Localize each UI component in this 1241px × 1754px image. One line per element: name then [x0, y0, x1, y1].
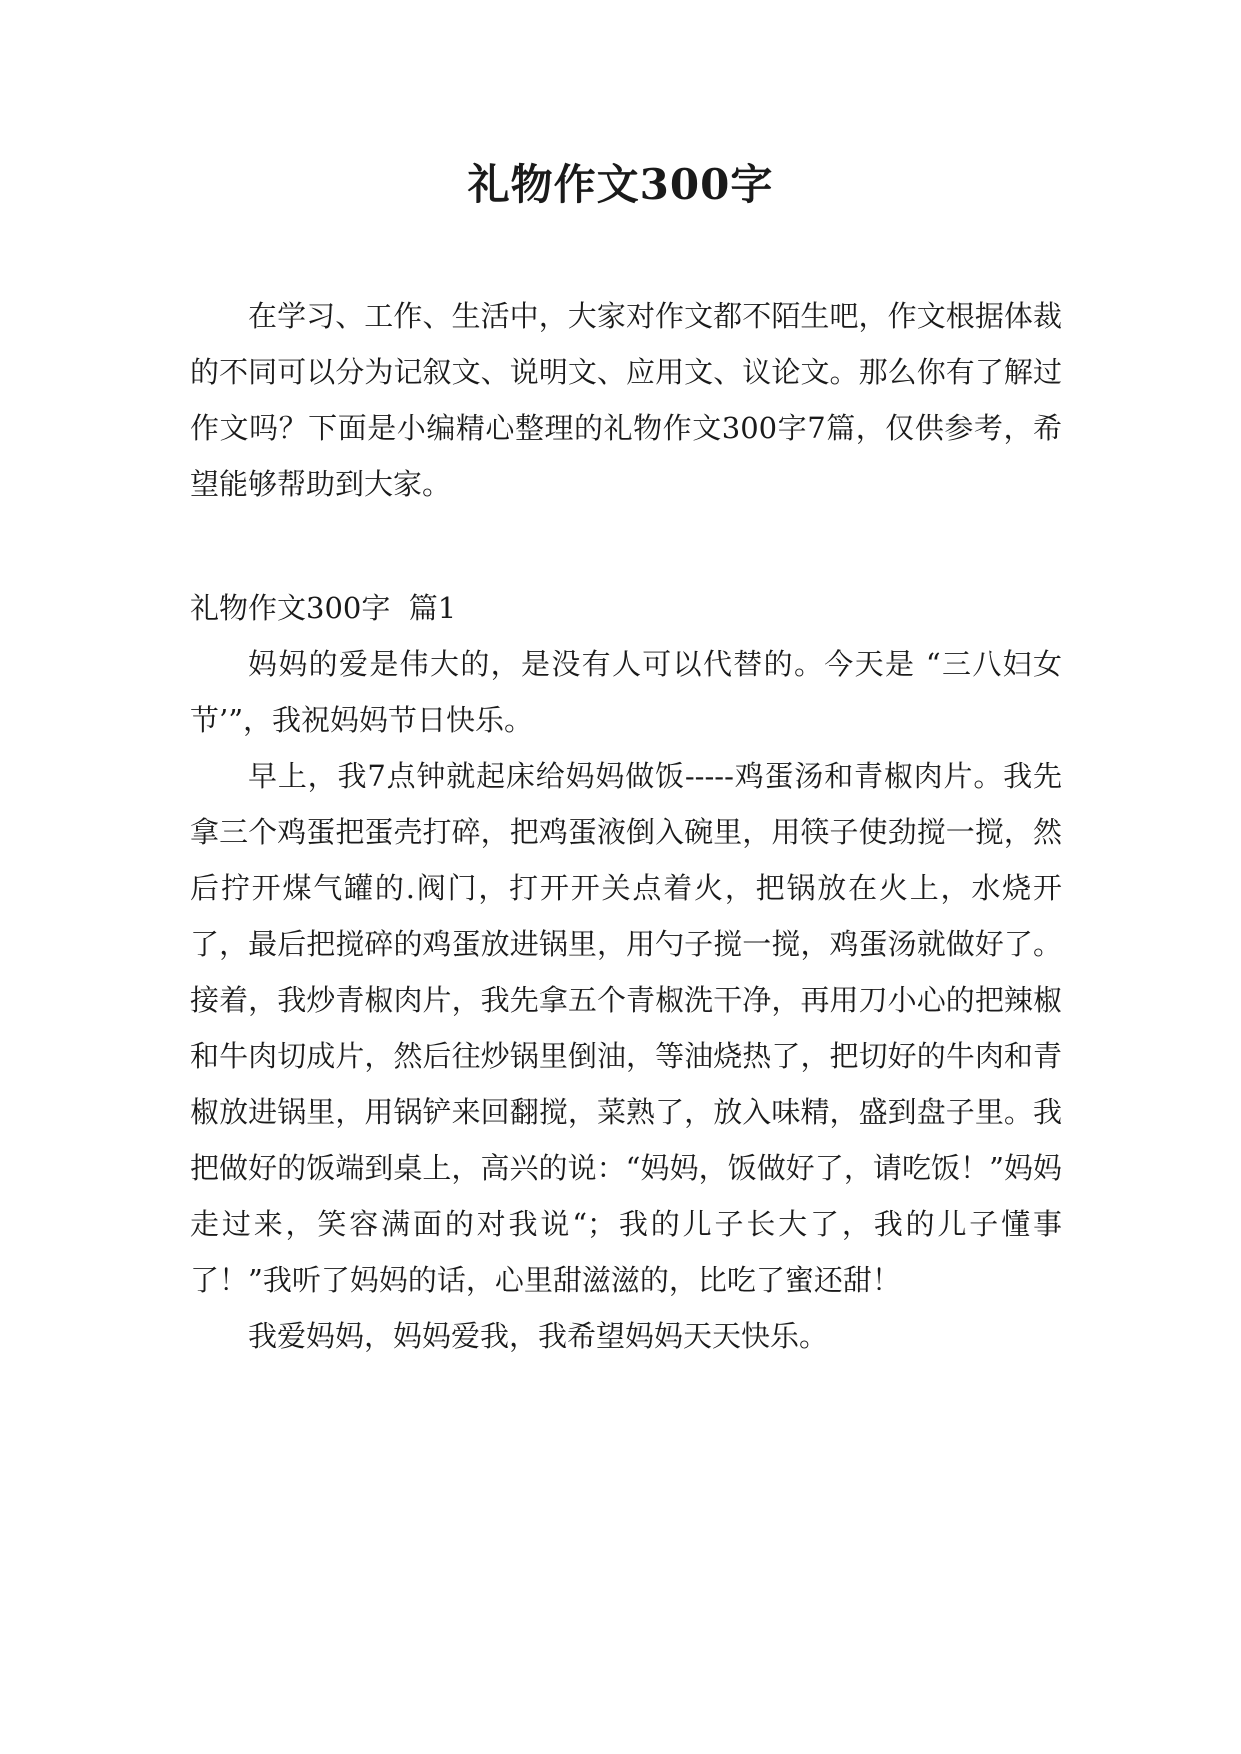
essay-section	[190, 580, 1062, 1364]
essay-paragraph: 妈妈的爱是伟大的，是没有人可以代替的。今天是 “三八妇女节’”，我祝妈妈节日快乐。	[190, 647, 1062, 737]
essay-paragraph: 早上，我7点钟就起床给妈妈做饭-----鸡蛋汤和青椒肉片。我先拿三个鸡蛋把蛋壳打碎，把鸡蛋液倒入碗里，用筷子使劲搅一搅，然后拧开煤气罐的.阀门，打开开关点着火，把锅放在火上，水烧开了，最后把搅碎的鸡蛋放进锅里，用勺子搅一搅，鸡蛋汤就做好了。接着，我炒青椒肉片，我先拿五个青椒洗干净，再用刀小心的把辣椒和牛肉切成片，然后往炒锅里倒油，等油烧热了，把切好的牛肉和青椒放进锅里，用锅铲来回翻搅，菜熟了，放入味精，盛到盘子里。我把做好的饭端到桌上，高兴的说：“妈妈，饭做好了，请吃饭！”妈妈走过来，笑容满面的对我说“；我的儿子长大了，我的儿子懂事了！”我听了妈妈的话，心里甜滋滋的，比吃了蜜还甜！	[190, 759, 1062, 1297]
section-heading: 礼物作文300字 篇1	[190, 591, 457, 625]
intro-paragraph: 在学习、工作、生活中，大家对作文都不陌生吧，作文根据体裁的不同可以分为记叙文、说明文、应用文、议论文。那么你有了解过作文吗？下面是小编精心整理的礼物作文300字7篇，仅供参考，希望能够帮助到大家。	[190, 299, 1062, 501]
document-title: 礼物作文300字	[467, 160, 774, 209]
intro-block	[190, 288, 1062, 512]
essay-paragraph: 我爱妈妈，妈妈爱我，我希望妈妈天天快乐。	[248, 1319, 829, 1353]
